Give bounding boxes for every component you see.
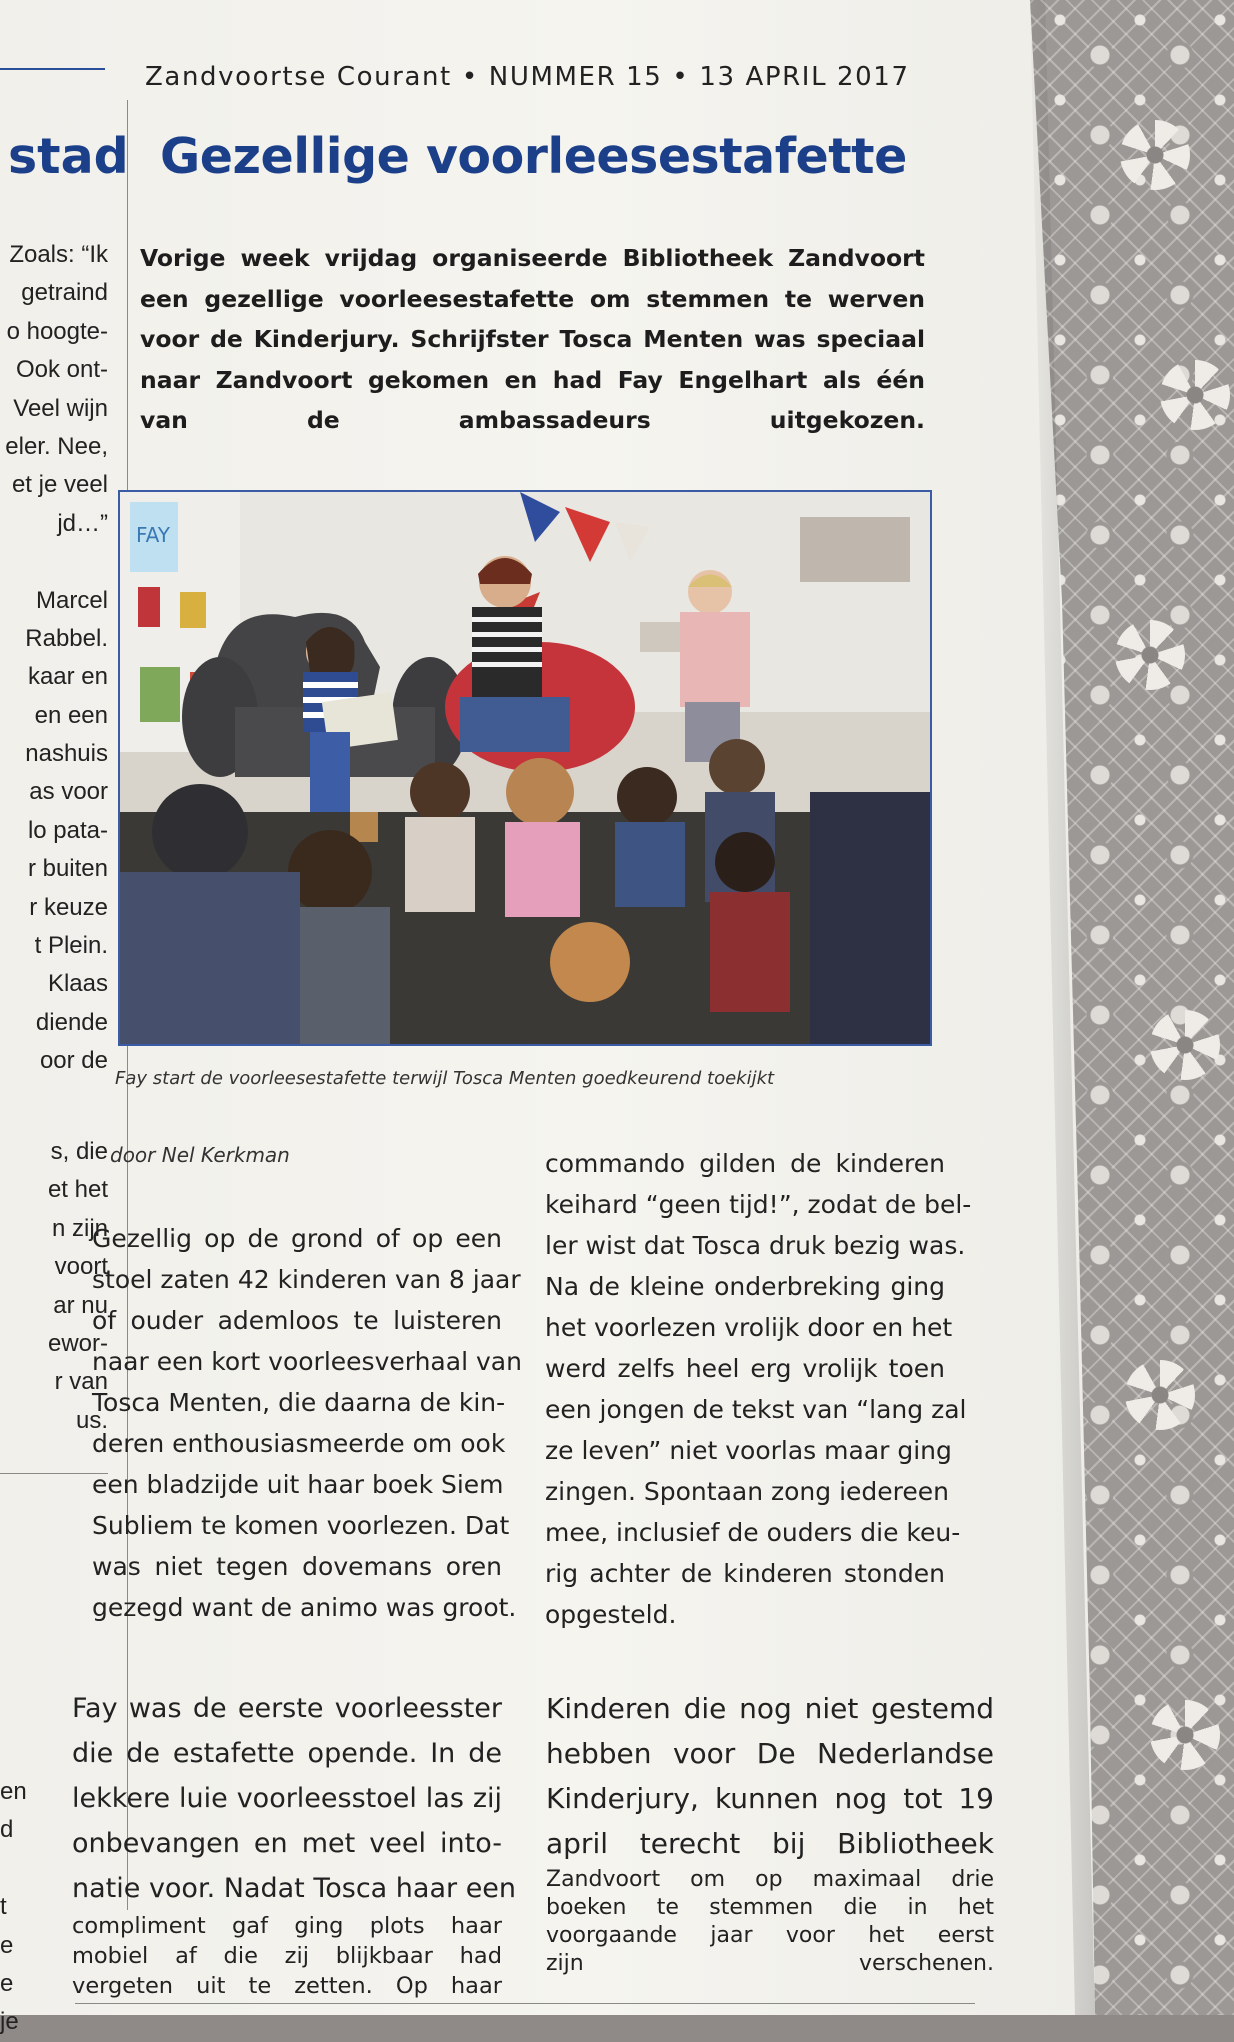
- bottom-rule: [75, 2003, 975, 2004]
- body-line: compliment gaf ging plots haar: [72, 1913, 502, 1939]
- body-line: stoel zaten 42 kinderen van 8 jaar: [92, 1265, 521, 1294]
- previous-article-line: et het: [47, 1176, 108, 1204]
- previous-article-line: lo pata-: [27, 816, 108, 844]
- lede-line: voor de Kinderjury. Schrijfster Tosca Menten was speciaal: [140, 325, 925, 353]
- body-line: commando gilden de kinderen: [545, 1149, 945, 1178]
- previous-article-line: [0, 543, 108, 581]
- previous-article-line: t Plein.: [34, 932, 108, 960]
- body-line: Gezellig op de grond of op een: [92, 1224, 502, 1253]
- previous-article-line: ar nu: [53, 1291, 108, 1319]
- lede-line: naar Zandvoort gekomen en had Fay Engelhart als één: [140, 365, 925, 394]
- previous-article-line: r van: [54, 1368, 108, 1396]
- previous-article-line: kaar en: [27, 663, 108, 691]
- body-line: Tosca Menten, die daarna de kin-: [92, 1388, 506, 1417]
- body-column-2-paragraph-1: [545, 1143, 972, 1635]
- previous-article-line: s, die: [50, 1138, 108, 1165]
- body-column-1-paragraph-2: [72, 1686, 517, 2001]
- masthead-rule: [0, 68, 105, 70]
- body-line: lekkere luie voorleesstoel las zij: [72, 1783, 502, 1814]
- body-line: zijn verschenen.: [546, 1951, 994, 1976]
- body-line: die de estafette opende. In de: [72, 1738, 502, 1769]
- body-line: Fay was de eerste voorleesster: [72, 1693, 502, 1724]
- previous-article-column: [0, 236, 108, 1081]
- article-photo: [118, 490, 932, 1046]
- issue-date: 13 APRIL 2017: [699, 62, 910, 92]
- previous-article-line: Zoals: “Ik: [9, 241, 108, 268]
- previous-article-line: Ook ont-: [15, 356, 108, 384]
- previous-article-line: eler. Nee,: [5, 432, 108, 460]
- previous-article-line: diende: [35, 1008, 108, 1036]
- issue-number: NUMMER 15: [488, 62, 663, 92]
- poster-text: FAY: [136, 523, 171, 547]
- body-line: naar een kort voorleesverhaal van: [92, 1347, 522, 1376]
- body-line: een jongen de tekst van “lang zal: [545, 1395, 967, 1424]
- body-line: het voorlezen vrolijk door en het: [545, 1313, 953, 1342]
- body-line: was niet tegen dovemans oren: [92, 1552, 502, 1581]
- previous-article-line: Veel wijn: [13, 394, 108, 422]
- body-line: voorgaande jaar voor het eerst: [546, 1923, 994, 1948]
- article-lede: [140, 238, 925, 441]
- lede-line: Vorige week vrijdag organiseerde Bibliotheek Zandvoort: [140, 244, 925, 272]
- body-line: deren enthousiasmeerde om ook: [92, 1429, 506, 1458]
- body-line: of ouder ademloos te luisteren: [92, 1306, 502, 1335]
- body-column-2-paragraph-2: [546, 1686, 994, 1978]
- previous-article-line: en een: [34, 701, 108, 729]
- previous-article-line: n zijn: [51, 1214, 108, 1242]
- article-headline: Gezellige voorleesestafette: [160, 128, 907, 185]
- body-line: mee, inclusief de ouders die keu-: [545, 1518, 961, 1547]
- lede-line: van de ambassadeurs uitgekozen.: [140, 406, 925, 434]
- lace-flower-icon: [1150, 1700, 1220, 1770]
- lace-flower-icon: [1120, 120, 1190, 190]
- body-line: Zandvoort om op maximaal drie: [546, 1867, 994, 1892]
- previous-article-line: r buiten: [27, 855, 108, 883]
- body-line: rig achter de kinderen stonden: [545, 1559, 945, 1588]
- body-line: opgesteld.: [545, 1600, 677, 1629]
- lace-flower-icon: [1150, 1010, 1220, 1080]
- body-line: mobiel af die zij blijkbaar had: [72, 1943, 502, 1969]
- previous-article-line: d: [0, 1816, 14, 1844]
- masthead: Zandvoortse Courant • NUMMER 15 • 13 APRIL 2017: [145, 62, 910, 92]
- lede-line: een gezellige voorleesestafette om stemmen te werven: [140, 284, 925, 313]
- previous-article-line: voort: [54, 1253, 108, 1281]
- previous-article-line: r keuze: [29, 893, 108, 921]
- previous-article-line: jd…”: [57, 509, 108, 537]
- body-line: Kinderjury, kunnen nog tot 19: [546, 1782, 994, 1815]
- previous-article-line: Klaas: [47, 970, 108, 998]
- body-line: april terecht bij Bibliotheek: [546, 1827, 994, 1860]
- paper-name: Zandvoortse Courant: [145, 62, 452, 92]
- body-line: een bladzijde uit haar boek Siem: [92, 1470, 504, 1499]
- reading-session-photo: [120, 492, 930, 1044]
- previous-headline-fragment: stad: [8, 128, 129, 185]
- previous-article-line: getraind: [21, 279, 108, 307]
- previous-article-line: as voor: [29, 778, 108, 806]
- body-line: Subliem te komen voorlezen. Dat: [92, 1511, 510, 1540]
- body-line: vergeten uit te zetten. Op haar: [72, 1973, 502, 1999]
- lace-flower-icon: [1115, 620, 1185, 690]
- previous-article-column: [0, 1773, 27, 2042]
- previous-article-line: o hoogte-: [6, 317, 108, 345]
- photo-caption: Fay start de voorleesestafette terwijl Tosca Menten goedkeurend toekijkt: [115, 1068, 775, 1089]
- previous-article-line: e: [0, 1969, 14, 1997]
- previous-article-line: je: [0, 2008, 19, 2036]
- body-line: Kinderen die nog niet gestemd: [546, 1692, 994, 1725]
- body-line: hebben voor De Nederlandse: [546, 1737, 994, 1770]
- body-line: werd zelfs heel erg vrolijk toen: [545, 1354, 945, 1383]
- previous-article-line: Rabbel.: [25, 624, 108, 652]
- body-line: Na de kleine onderbreking ging: [545, 1272, 945, 1301]
- previous-article-line: e: [0, 1931, 14, 1959]
- lace-flower-icon: [1125, 1360, 1195, 1430]
- body-line: keihard “geen tijd!”, zodat de bel-: [545, 1190, 972, 1219]
- previous-article-line: us.: [75, 1406, 108, 1434]
- body-line: natie voor. Nadat Tosca haar een: [72, 1873, 517, 1904]
- previous-article-line: oor de: [39, 1047, 108, 1075]
- previous-article-line: t: [0, 1893, 7, 1921]
- body-line: onbevangen en met veel into-: [72, 1828, 502, 1859]
- body-column-1-paragraph-1: [92, 1218, 522, 1628]
- body-line: ze leven” niet voorlas maar ging: [545, 1436, 952, 1465]
- lace-flower-icon: [1160, 360, 1230, 430]
- previous-article-line: en: [0, 1778, 27, 1805]
- byline: door Nel Kerkman: [110, 1143, 290, 1167]
- previous-article-line: ewor-: [47, 1329, 108, 1357]
- previous-article-line: Marcel: [35, 586, 108, 614]
- body-line: ler wist dat Tosca druk bezig was.: [545, 1231, 966, 1260]
- previous-article-line: et je veel: [11, 471, 108, 499]
- previous-article-line: [0, 1850, 22, 1888]
- body-line: boeken te stemmen die in het: [546, 1895, 994, 1920]
- body-line: zingen. Spontaan zong iedereen: [545, 1477, 950, 1506]
- body-line: gezegd want de animo was groot.: [92, 1593, 517, 1622]
- previous-article-line: nashuis: [25, 740, 108, 768]
